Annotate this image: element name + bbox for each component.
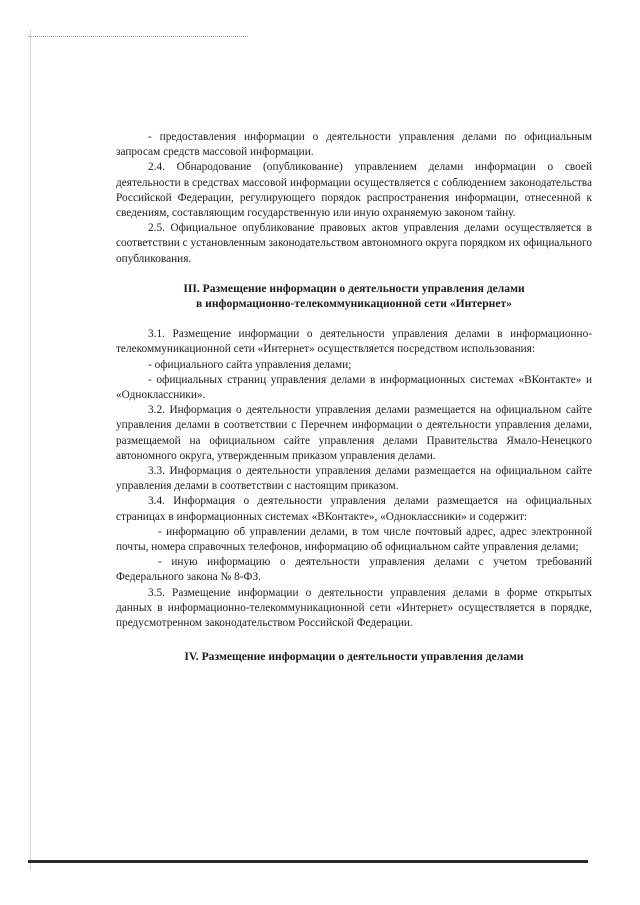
paragraph-3-1: 3.1. Размещение информации о деятельности управления делами в информационно-телекоммуникационной сети «Интернет» осуществляется посредством использования: <box>116 328 592 356</box>
scan-artifact-left-edge <box>30 30 31 870</box>
paragraph-3-1-item-pages: - официальных страниц управления делами в информационных системах «ВКонтакте» и «Одноклассники». <box>116 373 592 402</box>
paragraph-3-5: 3.5. Размещение информации о деятельности управления делами в форме открытых данных в информационно-телекоммуникационной сети «Интернет» осуществляется в порядке, предусмотренном законодательством Российской Федерации. <box>116 586 592 630</box>
document-body <box>116 130 592 681</box>
paragraph-2-3-item: - предоставления информации о деятельности управления делами по официальным запросам средств массовой информации. <box>116 131 592 159</box>
scan-artifact-bottom-bar <box>28 860 588 863</box>
paragraph-3-4-item-other: - иную информацию о деятельности управления делами с учетом требований Федерального закона № 8-ФЗ. <box>116 556 592 584</box>
section-4-heading: IV. Размещение информации о деятельности управления делами <box>184 650 524 664</box>
scan-artifact-top <box>28 36 248 38</box>
paragraph-3-3: 3.3. Информация о деятельности управления делами размещается на официальном сайте управления делами в соответствии с настоящим приказом. <box>116 465 592 493</box>
paragraph-3-4-item-info: - информацию об управлении делами, в том числе почтовый адрес, адрес электронной почты, номера справочных телефонов, информацию об официальном сайте управления делами; <box>116 525 592 554</box>
paragraph-3-4: 3.4. Информация о деятельности управления делами размещается на официальных страницах в информационных системах «ВКонтакте», «Одноклассники» и содержит: <box>116 495 592 523</box>
paragraph-3-2: 3.2. Информация о деятельности управления делами размещается на официальном сайте управления делами в соответствии с Перечнем информации о деятельности управления делами, размещаемой на официальном сайте управления делами Правительства Ямало-Ненецкого автономного округа, утвержденным приказом управления делами. <box>116 404 592 462</box>
section-3-heading-line-2: в информационно-телекоммуникационной сети «Интернет» <box>196 297 512 311</box>
paragraph-3-1-item-site: - официального сайта управления делами; <box>148 358 352 371</box>
section-3-heading-line-1: III. Размещение информации о деятельности управления делами <box>183 281 525 295</box>
paragraph-2-4: 2.4. Обнародование (опубликование) управлением делами информации о своей деятельности в средствах массовой информации осуществляется с соблюдением законодательства Российской Федерации, регулирующего порядок распространения информации, отнесенной к сведениям, составляющим государственную или иную охраняемую законом тайну. <box>116 161 592 220</box>
paragraph-2-5: 2.5. Официальное опубликование правовых актов управления делами осуществляется в соответствии с установленным законодательством автономного округа порядком их официального опубликования. <box>116 222 592 265</box>
section-3-heading <box>116 281 592 311</box>
